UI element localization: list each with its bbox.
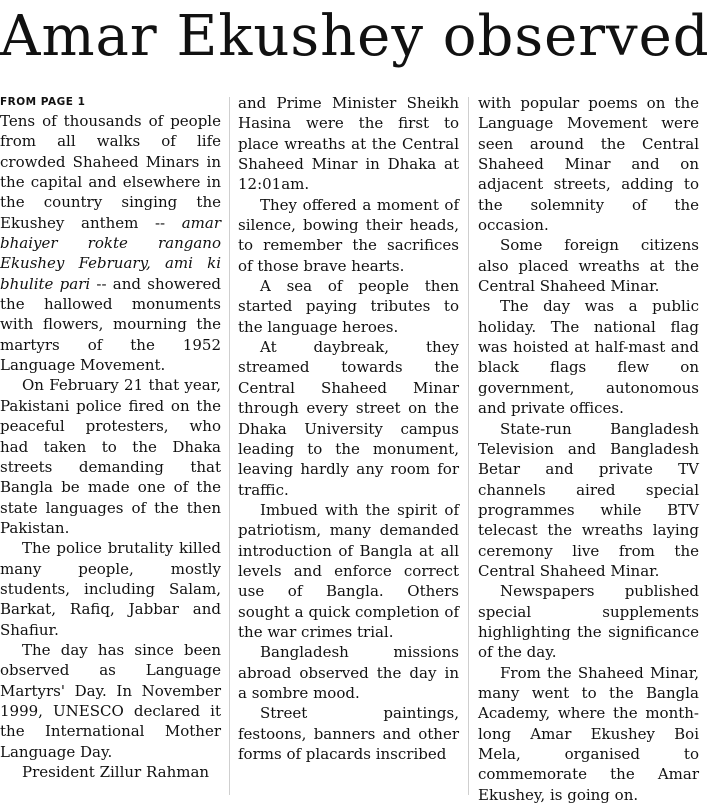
- paragraph: [0, 111, 221, 375]
- paragraph-text: -- and showered the hallowed monuments with flowers, mourning the martyrs of the 1952 Language Movement.: [0, 274, 221, 375]
- headline: Amar Ekushey observed: [0, 4, 710, 69]
- paragraph: Street paintings, festoons, banners and other forms of placards inscribed: [238, 704, 459, 763]
- article-column-1: [0, 93, 221, 793]
- paragraph: The day was a public holiday. The national flag was hoisted at half-mast and black flags flew on government, autonomous and private offices.: [478, 297, 699, 418]
- paragraph: Newspapers published special supplements highlighting the significance of the day.: [478, 582, 699, 662]
- paragraph: They offered a moment of silence, bowing their heads, to remember the sacrifices of those brave hearts.: [238, 195, 459, 275]
- column-divider: [229, 97, 230, 795]
- paragraph: At daybreak, they streamed towards the Central Shaheed Minar through every street on the Dhaka University campus leading to the monument, leaving hardly any room for traffic.: [238, 338, 459, 499]
- paragraph: Imbued with the spirit of patriotism, many demanded introduction of Bangla at all levels and enforce correct use of Bangla. Others sought a quick completion of the war crimes trial.: [238, 500, 459, 641]
- paragraph-text: Tens of thousands of people from all walks of life crowded Shaheed Minars in the capital and elsewhere in the country singing the Ekushey anthem --: [0, 112, 221, 232]
- paragraph: On February 21 that year, Pakistani police fired on the peaceful protesters, who had taken to the Dhaka streets demanding that Bangla be made one of the state languages of the then Pakistan.: [0, 376, 221, 537]
- kicker: FROM PAGE 1: [0, 96, 86, 108]
- paragraph: with popular poems on the Language Movement were seen around the Central Shaheed Minar and on adjacent streets, adding to the solemnity of the occasion.: [478, 94, 699, 235]
- paragraph: Bangladesh missions abroad observed the day in a sombre mood.: [238, 643, 459, 702]
- article-column-2: [238, 93, 459, 793]
- paragraph: The police brutality killed many people, mostly students, including Salam, Barkat, Rafiq, Jabbar and Shafiur.: [0, 539, 221, 639]
- paragraph: The day has since been observed as Language Martyrs' Day. In November 1999, UNESCO declared it the International Mother Language Day.: [0, 640, 221, 761]
- paragraph: Some foreign citizens also placed wreaths at the Central Shaheed Minar.: [478, 236, 699, 296]
- paragraph: A sea of people then started paying tributes to the language heroes.: [238, 277, 459, 336]
- column-divider: [468, 97, 469, 795]
- paragraph: From the Shaheed Minar, many went to the Bangla Academy, where the month-long Amar Ekushey Boi Mela, organised to commemorate the Amar Ekushey, is going on.: [478, 663, 699, 804]
- paragraph: and Prime Minister Sheikh Hasina were the first to place wreaths at the Central Shaheed Minar in Dhaka at 12:01am.: [238, 94, 459, 194]
- paragraph: State-run Bangladesh Television and Bangladesh Betar and private TV channels aired special programmes while BTV telecast the wreaths laying ceremony live from the Central Shaheed Minar.: [478, 419, 699, 580]
- paragraph: President Zillur Rahman: [22, 763, 210, 781]
- anthem-lyric: amar bhaiyer rokte rangano Ekushey February, ami ki bhulite pari: [0, 213, 221, 293]
- article-column-3: [478, 93, 699, 804]
